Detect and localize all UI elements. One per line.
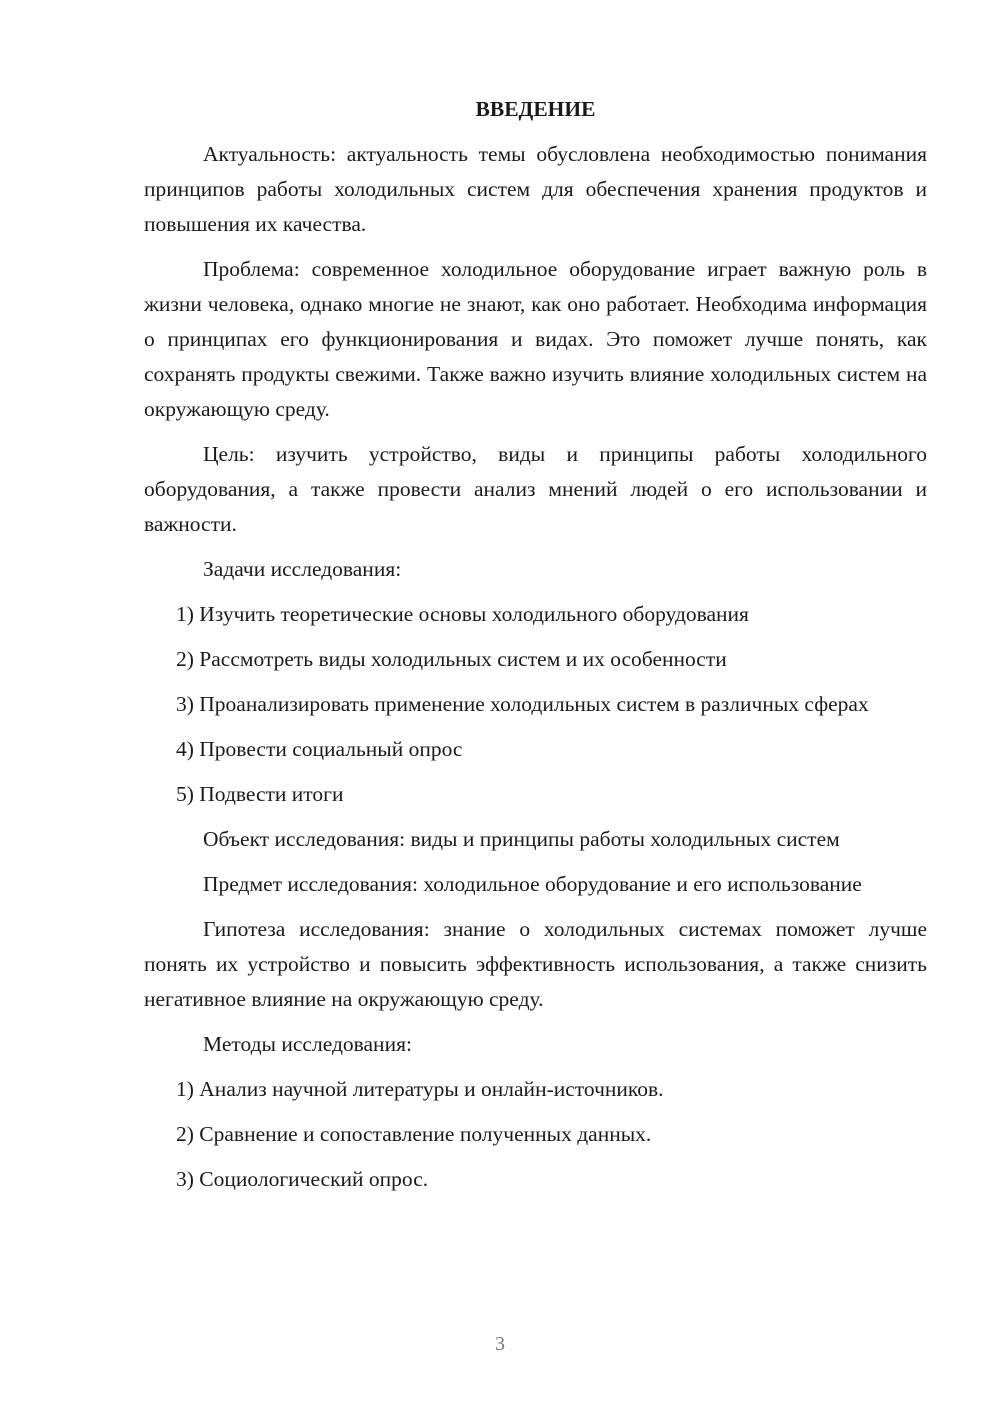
- task-item-2: 2) Рассмотреть виды холодильных систем и их особенности: [176, 647, 727, 671]
- tasks-heading: Задачи исследования:: [203, 557, 402, 581]
- method-item-3: 3) Социологический опрос.: [176, 1167, 429, 1191]
- page-number: 3: [495, 1333, 505, 1355]
- document-page: [144, 92, 927, 1207]
- task-item-3: 3) Проанализировать применение холодильных систем в различных сферах: [176, 692, 869, 716]
- method-item-1: 1) Анализ научной литературы и онлайн-источников.: [176, 1077, 664, 1101]
- methods-heading: Методы исследования:: [203, 1032, 412, 1056]
- paragraph-hypothesis: Гипотеза исследования: знание о холодильных системах поможет лучше понять их устройство и повысить эффективность использования, а также снизить негативное влияние на окружающую среду.: [144, 917, 927, 1011]
- method-item-2: 2) Сравнение и сопоставление полученных данных.: [176, 1122, 652, 1146]
- paragraph-object: Объект исследования: виды и принципы работы холодильных систем: [203, 827, 840, 851]
- task-item-4: 4) Провести социальный опрос: [176, 737, 463, 761]
- paragraph-subject: Предмет исследования: холодильное оборудование и его использование: [203, 872, 862, 896]
- section-heading: ВВЕДЕНИЕ: [475, 97, 596, 121]
- task-item-5: 5) Подвести итоги: [176, 782, 344, 806]
- task-item-1: 1) Изучить теоретические основы холодильного оборудования: [176, 602, 749, 626]
- paragraph-actuality: Актуальность: актуальность темы обусловлена необходимостью понимания принципов работы холодильных систем для обеспечения хранения продуктов и повышения их качества.: [144, 142, 927, 236]
- paragraph-goal: Цель: изучить устройство, виды и принципы работы холодильного оборудования, а также провести анализ мнений людей о его использовании и важности.: [144, 442, 927, 536]
- paragraph-problem: Проблема: современное холодильное оборудование играет важную роль в жизни человека, однако многие не знают, как оно работает. Необходима информация о принципах его функционирования и видах. Это поможет лучше понять, как сохранять продукты свежими. Также важно изучить влияние холодильных систем на окружающую среду.: [144, 257, 927, 421]
